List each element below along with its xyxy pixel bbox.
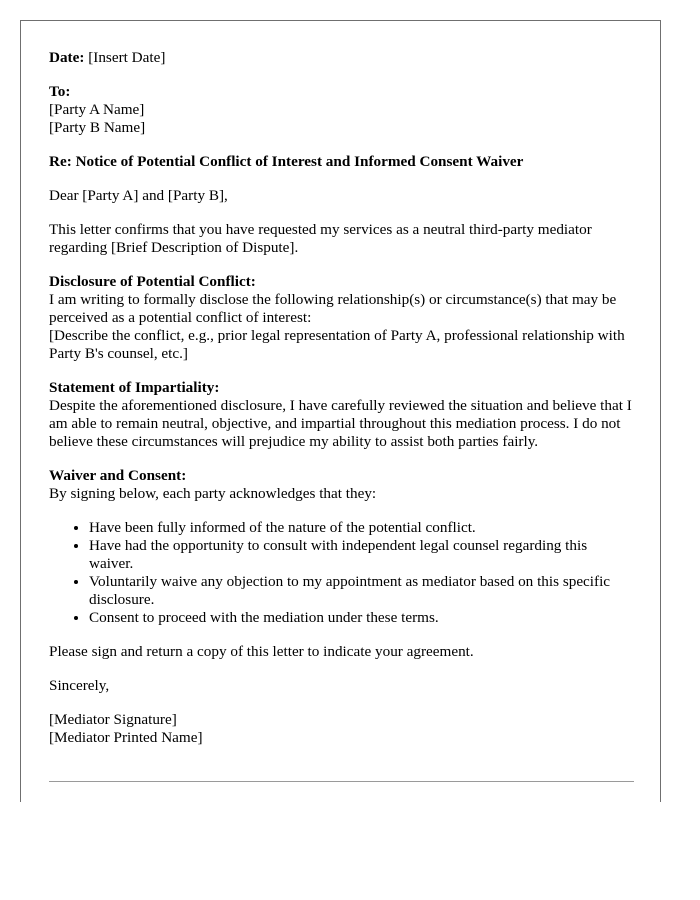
subject-line: Re: Notice of Potential Conflict of Interest and Informed Consent Waiver [49, 153, 524, 170]
signature-line: [Mediator Signature] [49, 711, 177, 728]
list-item: • Have been fully informed of the nature of the potential conflict. [89, 519, 634, 537]
recipient-party-a: [Party A Name] [49, 101, 145, 118]
signature-block [49, 711, 634, 747]
list-item: • Consent to proceed with the mediation under these terms. [89, 609, 634, 627]
waiver-list [49, 519, 634, 627]
recipient-party-b: [Party B Name] [49, 119, 146, 136]
to-label: To: [49, 83, 71, 100]
waiver-intro: By signing below, each party acknowledges that they: [49, 485, 377, 502]
date-line [49, 49, 634, 67]
waiver-section [49, 467, 634, 503]
impartiality-text: Despite the aforementioned disclosure, I have carefully reviewed the situation and believe that I am able to remain neutral, objective, and impartial throughout this mediation process. I do not believe these circumstances will prejudice my ability to assist both parties fairly. [49, 397, 632, 450]
closing-instruction: Please sign and return a copy of this letter to indicate your agreement. [49, 643, 474, 660]
sign-off: Sincerely, [49, 677, 110, 694]
date-value: [Insert Date] [88, 49, 166, 66]
disclosure-text: I am writing to formally disclose the following relationship(s) or circumstance(s) that may be perceived as a potential conflict of interest: [49, 291, 617, 326]
printed-name-line: [Mediator Printed Name] [49, 729, 203, 746]
waiver-heading: Waiver and Consent: [49, 467, 187, 484]
list-item: • Have had the opportunity to consult with independent legal counsel regarding this waiver. [89, 537, 634, 573]
recipient-block [49, 83, 634, 137]
salutation: Dear [Party A] and [Party B], [49, 187, 228, 204]
disclosure-section [49, 273, 634, 363]
letter-content [49, 49, 634, 763]
intro-paragraph: This letter confirms that you have requested my services as a neutral third-party mediator regarding [Brief Description of Dispute]. [49, 221, 592, 256]
impartiality-section [49, 379, 634, 451]
impartiality-heading: Statement of Impartiality: [49, 379, 220, 396]
disclosure-placeholder: [Describe the conflict, e.g., prior legal representation of Party A, professional relationship with Party B's counsel, etc.] [49, 327, 625, 362]
list-item: • Voluntarily waive any objection to my appointment as mediator based on this specific disclosure. [89, 573, 634, 609]
disclosure-heading: Disclosure of Potential Conflict: [49, 273, 256, 290]
date-label: Date: [49, 49, 85, 66]
letter-page [20, 20, 661, 802]
footer-divider [49, 781, 634, 782]
